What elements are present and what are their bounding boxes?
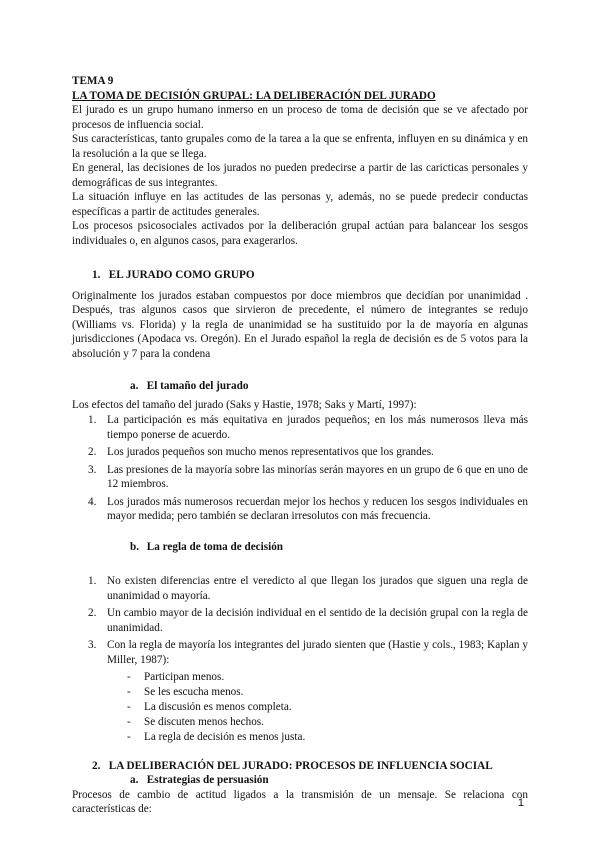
subsection-number: a. (130, 380, 139, 392)
section-number: 2. (92, 759, 101, 772)
dash-item: - Se discuten menos hechos. (127, 716, 264, 728)
section-1-body: Originalmente los jurados estaban compuestos por doce miembros que decidían por unanimidad . Después, tras algunos casos que sirvieron de precedente, el número de integrantes se redujo (Williams vs. Florida) y la regla de unanimidad se ha sustituido por la de mayoría en algunas jurisdicciones (Apodaca vs. Oregón). En el Jurado español la regla de decisión es de 5 votos para la absolución y 7 para la condena (72, 289, 528, 360)
subsection-2a-heading (130, 773, 528, 788)
intro-paragraphs (72, 103, 528, 248)
intro-paragraph: El jurado es un grupo humano inmerso en un proceso de toma de decisión que se ve afectado por procesos de influencia social. (72, 104, 528, 131)
subsection-title: La regla de toma de decisión (146, 540, 284, 553)
document-page (72, 74, 528, 817)
list-item: 2. Los jurados pequeños son mucho menos representativos que los grandes. (88, 446, 434, 458)
list-item: 3. Las presiones de la mayoría sobre las minorías serán mayores en un grupo de 6 que en uno de 12 miembros. (88, 463, 528, 490)
subsection-b-heading (130, 540, 528, 555)
subsection-number: b. (130, 540, 140, 553)
subsection-title: El tamaño del jurado (146, 380, 249, 392)
subsection-number: a. (130, 774, 139, 786)
section-2-heading (92, 759, 528, 774)
list-item: 2. Un cambio mayor de la decisión individual en el sentido de la decisión grupal con la regla de unanimidad. (88, 607, 528, 634)
chapter-label: TEMA 9 (72, 75, 114, 87)
section-2-body: Procesos de cambio de actitud ligados a la transmisión de un mensaje. Se relaciona con características de: (72, 788, 528, 815)
dash-item: - La regla de decisión es menos justa. (127, 731, 306, 743)
page-number: 1 (517, 797, 524, 809)
intro-paragraph: La situación influye en las actitudes de las personas y, además, no se puede predecir conductas específicas a partir de actitudes generales. (72, 191, 528, 218)
dash-item: - La discusión es menos completa. (127, 701, 292, 713)
section-title: EL JURADO COMO GRUPO (108, 269, 255, 281)
document-title: LA TOMA DE DECISIÓN GRUPAL: LA DELIBERACIÓN DEL JURADO (72, 89, 436, 102)
list-item: 1. No existen diferencias entre el veredicto al que llegan los jurados que siguen una regla de unanimidad o mayoría. (88, 575, 528, 602)
list-item: 1. La participación es más equitativa en jurados pequeños; en los más numerosos lleva más tiempo ponerse de acuerdo. (88, 414, 528, 441)
intro-paragraph: En general, las decisiones de los jurados no pueden predecirse a partir de las caricticas personales y demográficas de sus integrantes. (72, 162, 528, 189)
intro-paragraph: Sus características, tanto grupales como de la tarea a la que se enfrenta, influyen en su dinámica y en la resolución a la que se llega. (72, 133, 528, 160)
list-item: 3. Con la regla de mayoría los integrantes del jurado sienten que (Hastie y cols., 1983; Kaplan y Miller, 1987): (88, 639, 528, 666)
majority-effects-list (72, 670, 528, 745)
list-item: 4. Los jurados más numerosos recuerdan mejor los hechos y reducen los sesgos individuales en mayor medida; pero también se declaran irresolutos con más frecuencia. (88, 495, 528, 522)
section-number: 1. (92, 269, 101, 281)
dash-item: - Se les escucha menos. (127, 686, 244, 698)
subsection-a-heading (130, 379, 528, 394)
dash-item: - Participan menos. (127, 671, 225, 683)
section-title: LA DELIBERACIÓN DEL JURADO: PROCESOS DE INFLUENCIA SOCIAL (108, 759, 493, 772)
subsection-title: Estrategias de persuasión (146, 774, 269, 786)
decision-rule-list (72, 574, 528, 667)
section-1-heading (92, 268, 528, 283)
intro-paragraph: Los procesos psicosociales activados por la deliberación grupal actúan para balancear los sesgos individuales o, en algunos casos, para exagerarlos. (72, 220, 528, 247)
subsection-a-lead: Los efectos del tamaño del jurado (Saks y Hastie, 1978; Saks y Martí, 1997): (72, 398, 417, 411)
size-effects-list (72, 413, 528, 524)
